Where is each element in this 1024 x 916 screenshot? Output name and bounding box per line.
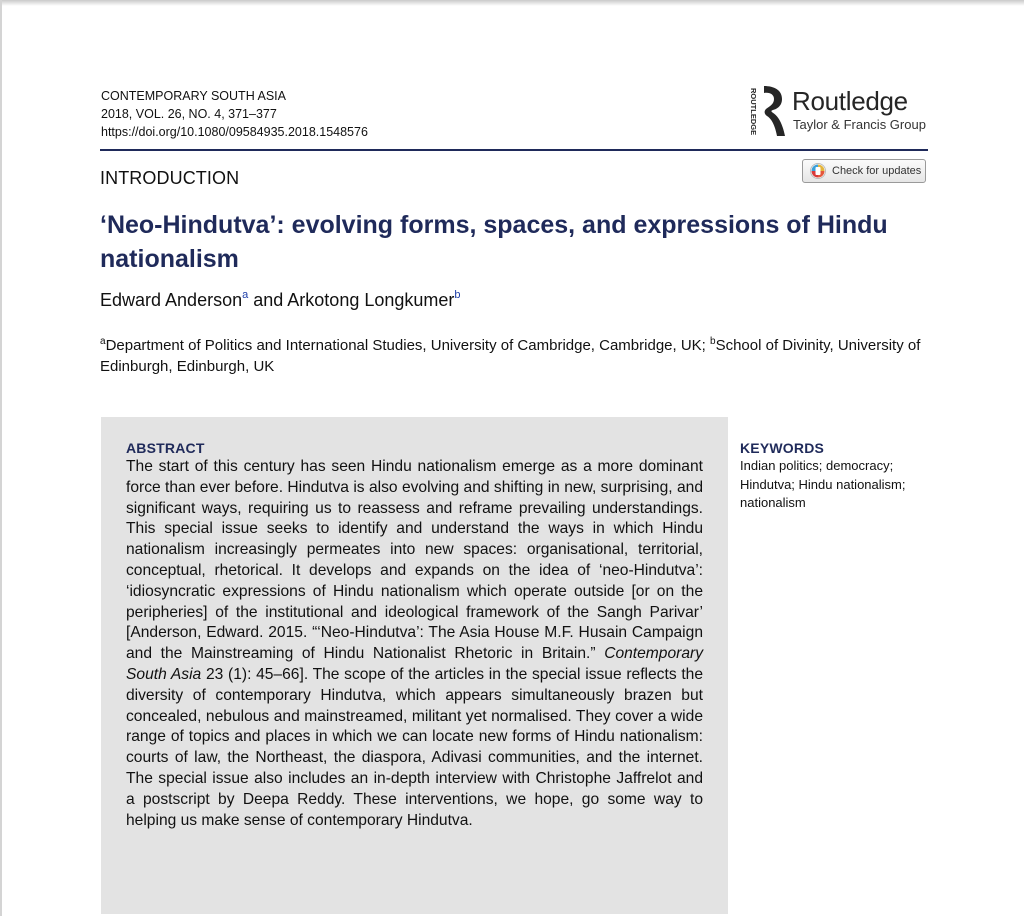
author-list	[100, 289, 461, 311]
affil-text-a: Department of Politics and International Studies, University of Cambridge, Cambridge, UK;	[105, 337, 711, 354]
journal-issue: 2018, VOL. 26, NO. 4, 371–377	[101, 107, 277, 121]
routledge-head-icon	[758, 84, 788, 138]
section-label: INTRODUCTION	[100, 168, 240, 188]
abstract-text-part-2: 23 (1): 45–66]. The scope of the articles in the special issue reflects the diversity of contemporary Hindutva, which appears simultaneously brazen but concealed, nebulous and mainstreamed, militant yet normalised. They cover a wide range of topics and places in which we can locate new forms of Hindu nationalism: courts of law, the Northeast, the diaspora, Adivasi communities, and the internet. The special issue also includes an in-depth interview with Christophe Jaffrelot and a postscript by Deepa Reddy. These interventions, we hope, go some way to helping us make sense of contemporary Hindutva.	[126, 665, 704, 829]
abstract-journal-italic: Contemporary South Asia	[126, 645, 703, 683]
check-for-updates-label: Check for updates	[832, 165, 922, 177]
author-joiner: and	[253, 290, 284, 310]
affil-sup-a: a	[100, 336, 106, 347]
crossmark-icon	[810, 163, 826, 179]
publisher-group: Taylor & Francis Group	[793, 117, 926, 132]
affil-text-b: School of Divinity, University of Edinburgh, Edinburgh, UK	[100, 337, 921, 375]
article-title: ‘Neo-Hindutva’: evolving forms, spaces, and expressions of Hindu nationalism	[100, 211, 888, 273]
keywords-list: Indian politics; democracy; Hindutva; Hindu nationalism; nationalism	[740, 458, 906, 510]
abstract-heading: ABSTRACT	[126, 440, 205, 456]
author-name-1[interactable]: Edward Anderson	[100, 290, 243, 310]
publisher-name: Routledge	[792, 86, 908, 116]
abstract-text	[126, 457, 703, 831]
svg-text:ROUTLEDGE: ROUTLEDGE	[749, 88, 758, 136]
author-affil-sup-1[interactable]: a	[242, 289, 249, 301]
affiliations	[100, 331, 930, 377]
abstract-text-part-1: The start of this century has seen Hindu nationalism emerge as a more dominant force than ever before. Hindutva is also evolving and shifting in new, surprising, and significant ways, requiring us to reassess and reframe prevailing understandings. This special issue seeks to identify and understand the ways in which Hindu nationalism increasingly permeates into new spaces: organisational, territorial, conceptual, rhetorical. It develops and expands on the idea of ‘neo-Hindutva’: ‘idiosyncratic expressions of Hindu nationalism which operate outside [or on the peripheries] of the institutional and ideological framework of the Sangh Parivar’ [Anderson, Edward. 2015. “‘Neo-Hindutva’: The Asia House M.F. Husain Campaign and the Mainstreaming of Hindu Nationalist Rhetoric in Britain.”	[126, 458, 703, 663]
publisher-logo	[746, 82, 936, 140]
author-affil-sup-2[interactable]: b	[454, 289, 461, 301]
journal-meta	[101, 87, 368, 141]
journal-doi[interactable]: https://doi.org/10.1080/09584935.2018.1548576	[101, 125, 368, 139]
author-name-2[interactable]: Arkotong Longkumer	[287, 290, 455, 310]
keywords-heading: KEYWORDS	[740, 440, 825, 456]
header-rule	[100, 149, 928, 151]
check-for-updates-button[interactable]	[802, 159, 926, 183]
page-top-edge	[0, 0, 1024, 6]
journal-name: CONTEMPORARY SOUTH ASIA	[101, 89, 286, 103]
page-left-edge	[0, 0, 2, 916]
affil-sup-b: b	[710, 336, 716, 347]
